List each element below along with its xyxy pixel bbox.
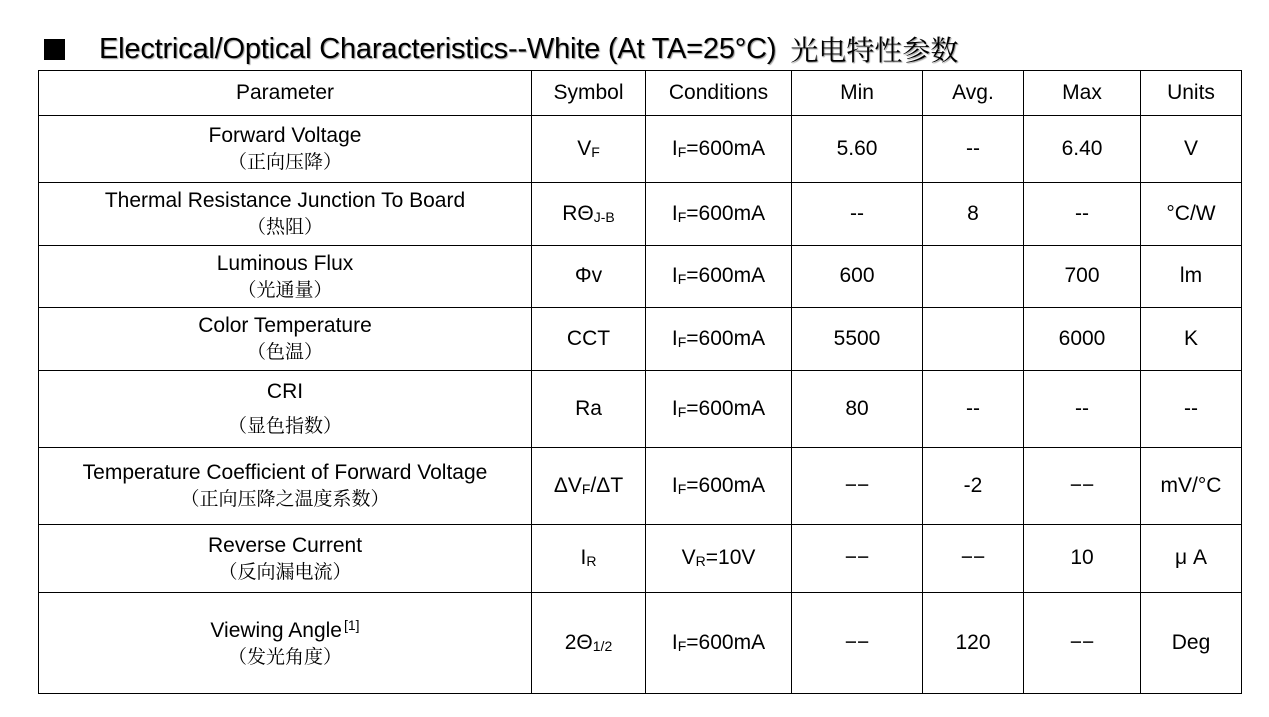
min-cell: 600 <box>792 246 923 308</box>
avg-cell <box>923 308 1024 371</box>
square-bullet-icon <box>44 39 65 60</box>
condition-subscript: F <box>677 143 687 160</box>
parameter-cell <box>39 525 532 593</box>
units-cell: μ A <box>1141 525 1242 593</box>
conditions-cell <box>646 308 792 371</box>
parameter-cell <box>39 593 532 694</box>
section-heading <box>44 28 958 70</box>
condition-post: =600mA <box>686 264 766 288</box>
max-cell: −− <box>1024 448 1141 525</box>
min-cell: 5.60 <box>792 116 923 183</box>
max-cell: 700 <box>1024 246 1141 308</box>
table-row <box>39 525 1242 593</box>
table-row <box>39 116 1242 183</box>
condition-post: =10V <box>705 546 756 570</box>
table-row <box>39 371 1242 448</box>
parameter-name-en: Reverse Current <box>207 533 363 557</box>
condition-main: V <box>681 546 696 570</box>
parameter-cell <box>39 183 532 246</box>
symbol-cell <box>532 116 646 183</box>
parameter-name-cn: （热阻） <box>246 216 323 239</box>
parameter-cell <box>39 116 532 183</box>
conditions-cell <box>646 593 792 694</box>
symbol-main: Φv <box>574 264 603 288</box>
units-cell: °C/W <box>1141 183 1242 246</box>
condition-post: =600mA <box>686 630 766 654</box>
symbol-cell <box>532 246 646 308</box>
header-conditions: Conditions <box>646 71 792 116</box>
footnote-marker: [1] <box>343 616 360 633</box>
units-cell: lm <box>1141 246 1242 308</box>
table-row <box>39 593 1242 694</box>
symbol-cell <box>532 371 646 448</box>
avg-cell <box>923 246 1024 308</box>
header-symbol: Symbol <box>532 71 646 116</box>
parameter-name-en: CRI <box>266 380 304 403</box>
symbol-subscript: F <box>581 480 591 497</box>
parameter-name-en: Forward Voltage <box>208 124 362 147</box>
table-row <box>39 246 1242 308</box>
condition-subscript: F <box>677 333 687 350</box>
min-cell: −− <box>792 593 923 694</box>
max-cell: 6.40 <box>1024 116 1141 183</box>
units-cell: V <box>1141 116 1242 183</box>
table-row <box>39 183 1242 246</box>
symbol-main: V <box>577 136 592 160</box>
condition-subscript: F <box>677 271 687 288</box>
max-cell: 6000 <box>1024 308 1141 371</box>
parameter-name-cn: （正向压降） <box>227 151 342 174</box>
condition-post: =600mA <box>686 136 766 160</box>
parameter-name-cn: （色温） <box>246 341 323 364</box>
condition-subscript: F <box>677 403 687 420</box>
conditions-cell <box>646 246 792 308</box>
parameter-name-cn: （光通量） <box>237 278 333 301</box>
heading-title-en: Electrical/Optical Characteristics--White (At TA=25°C) <box>99 32 777 65</box>
parameter-cell <box>39 308 532 371</box>
symbol-cell <box>532 183 646 246</box>
parameter-cell <box>39 246 532 308</box>
avg-cell: -- <box>923 116 1024 183</box>
symbol-main: ΔV <box>553 473 582 497</box>
parameter-name-cn: （发光角度） <box>227 645 342 668</box>
symbol-main: Ra <box>575 396 602 420</box>
units-cell: mV/°C <box>1141 448 1242 525</box>
header-min: Min <box>792 71 923 116</box>
min-cell: 5500 <box>792 308 923 371</box>
max-cell: 10 <box>1024 525 1141 593</box>
header-units: Units <box>1141 71 1242 116</box>
symbol-subscript: J-B <box>593 208 615 225</box>
min-cell: -- <box>792 183 923 246</box>
avg-cell: -- <box>923 371 1024 448</box>
condition-post: =600mA <box>686 326 766 350</box>
parameter-name-en <box>43 617 527 644</box>
heading-title-cn: 光电特性参数 <box>790 34 959 67</box>
header-parameter: Parameter <box>39 71 532 116</box>
condition-subscript: F <box>677 637 687 654</box>
condition-post: =600mA <box>686 201 766 225</box>
condition-post: =600mA <box>686 473 766 497</box>
parameter-name-en: Thermal Resistance Junction To Board <box>104 189 466 212</box>
avg-cell: −− <box>923 525 1024 593</box>
condition-post: =600mA <box>686 396 766 420</box>
min-cell: −− <box>792 525 923 593</box>
units-cell: Deg <box>1141 593 1242 694</box>
min-cell: −− <box>792 448 923 525</box>
condition-main: I <box>671 396 678 420</box>
parameter-name-text: Viewing Angle <box>210 618 342 642</box>
conditions-cell <box>646 183 792 246</box>
symbol-main: CCT <box>566 326 611 350</box>
avg-cell: -2 <box>923 448 1024 525</box>
units-cell: -- <box>1141 371 1242 448</box>
condition-main: I <box>671 264 678 288</box>
conditions-cell <box>646 525 792 593</box>
avg-cell: 8 <box>923 183 1024 246</box>
parameter-name-en: Temperature Coefficient of Forward Voltage <box>82 461 488 484</box>
avg-cell: 120 <box>923 593 1024 694</box>
parameter-name-en: Color Temperature <box>198 314 372 337</box>
units-cell: K <box>1141 308 1242 371</box>
condition-main: I <box>671 326 678 350</box>
parameter-name-cn: （显色指数） <box>227 415 342 438</box>
symbol-cell <box>532 448 646 525</box>
parameter-name-cn: （正向压降之温度系数） <box>180 488 390 511</box>
table-row <box>39 308 1242 371</box>
condition-subscript: F <box>677 208 687 225</box>
symbol-subscript: R <box>586 553 597 570</box>
condition-subscript: F <box>677 480 687 497</box>
table-header-row <box>39 71 1242 116</box>
symbol-subscript: 1/2 <box>592 637 613 654</box>
symbol-main: I <box>580 546 587 570</box>
conditions-cell <box>646 448 792 525</box>
table-row <box>39 448 1242 525</box>
condition-main: I <box>671 201 678 225</box>
characteristics-table <box>38 70 1242 694</box>
max-cell: -- <box>1024 371 1141 448</box>
parameter-name-cn: （反向漏电流） <box>218 560 352 583</box>
condition-main: I <box>671 630 678 654</box>
parameter-cell <box>39 371 532 448</box>
condition-main: I <box>671 473 678 497</box>
symbol-subscript: F <box>591 143 600 160</box>
header-avg: Avg. <box>923 71 1024 116</box>
symbol-main: RΘ <box>562 201 594 225</box>
header-max: Max <box>1024 71 1141 116</box>
conditions-cell <box>646 371 792 448</box>
max-cell: −− <box>1024 593 1141 694</box>
parameter-cell <box>39 448 532 525</box>
symbol-main: 2Θ <box>564 630 593 654</box>
symbol-cell <box>532 308 646 371</box>
symbol-cell <box>532 525 646 593</box>
symbol-cell <box>532 593 646 694</box>
symbol-post: /ΔT <box>590 473 624 497</box>
conditions-cell <box>646 116 792 183</box>
max-cell: -- <box>1024 183 1141 246</box>
condition-main: I <box>671 136 678 160</box>
condition-subscript: R <box>695 553 706 570</box>
parameter-name-en: Luminous Flux <box>216 251 354 275</box>
min-cell: 80 <box>792 371 923 448</box>
